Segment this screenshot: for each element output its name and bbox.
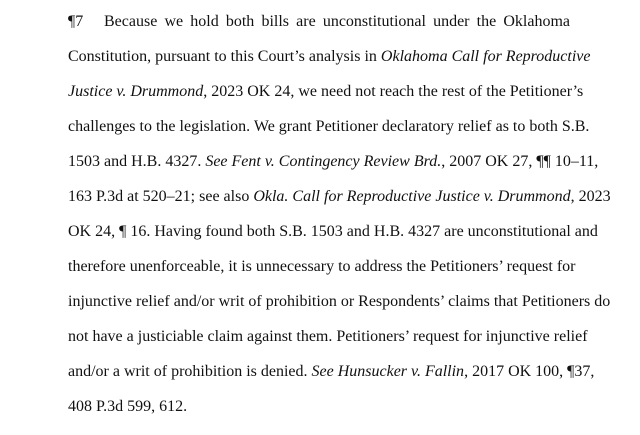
case-citation: Oklahoma Call for Reproductive	[380, 48, 591, 65]
case-citation: See Fent v. Contingency Review Brd.	[205, 153, 442, 170]
text-segment: injunctive relief and/or writ of prohibition or Respondents’ claims that Petitioners do	[68, 293, 611, 310]
text-segment: not have a justiciable claim against them. Petitioners’ request for injunctive relief	[68, 328, 588, 345]
paragraph-line-7	[68, 220, 598, 244]
paragraph-line-11	[68, 360, 595, 384]
paragraph-line-4	[68, 115, 590, 139]
case-citation: Okla. Call for Reproductive Justice v. Drummond	[253, 188, 571, 205]
text-segment: 163 P.3d at 520–21; see also	[68, 188, 254, 205]
paragraph-line-1	[104, 10, 570, 34]
case-citation: See Hunsucker v. Fallin	[311, 363, 465, 380]
text-segment: , 2023	[570, 188, 611, 205]
text-segment: , 2023 OK 24, we need not reach the rest of the Petitioner’s	[203, 83, 584, 100]
paragraph-line-12	[68, 395, 570, 419]
paragraph-line-8	[68, 255, 576, 279]
text-segment: challenges to the legislation. We grant Petitioner declaratory relief as to both S.B.	[68, 118, 590, 135]
text-segment: , 2017 OK 100, ¶37,	[464, 363, 595, 380]
text-segment: 1503 and H.B. 4327.	[68, 153, 206, 170]
text-segment: Constitution, pursuant to this Court’s analysis in	[68, 48, 381, 65]
paragraph-number: ¶7	[68, 13, 84, 30]
paragraph-line-3	[68, 80, 584, 104]
case-citation: Justice v. Drummond	[68, 83, 204, 100]
paragraph-line-2	[68, 45, 591, 69]
paragraph-line-6	[68, 185, 611, 209]
text-segment: 408 P.3d 599, 612.	[68, 398, 188, 415]
text-segment: OK 24, ¶ 16. Having found both S.B. 1503 and H.B. 4327 are unconstitutional and	[68, 223, 598, 240]
paragraph-line-10	[68, 325, 588, 349]
paragraph-line-9	[68, 290, 611, 314]
text-segment: therefore unenforceable, it is unnecessary to address the Petitioners’ request for	[68, 258, 576, 275]
paragraph-line-5	[68, 150, 599, 174]
text-segment: , 2007 OK 27, ¶¶ 10–11,	[441, 153, 599, 170]
text-segment: Because we hold both bills are unconstitutional under the Oklahoma	[104, 13, 570, 30]
text-segment: and/or a writ of prohibition is denied.	[68, 363, 312, 380]
